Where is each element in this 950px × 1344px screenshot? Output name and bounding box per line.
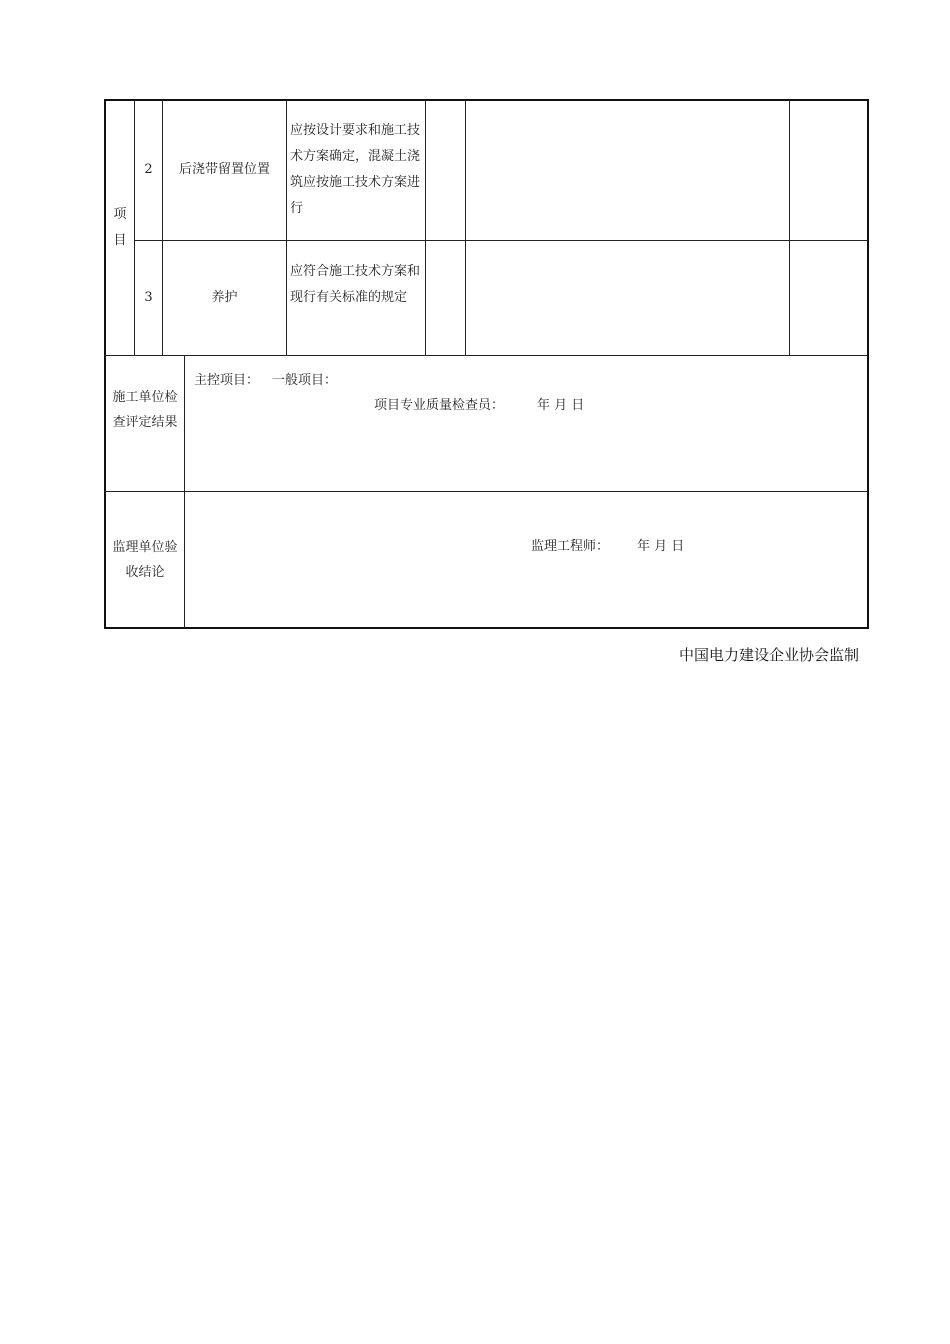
row-number: 2: [144, 162, 153, 177]
col-divider: [789, 100, 790, 356]
engineer-label: 监理工程师：: [531, 539, 610, 554]
row-number: 3: [144, 290, 153, 305]
row-divider: [104, 491, 868, 492]
col-divider: [134, 100, 135, 356]
inspection-date: 年 月 日: [537, 398, 585, 413]
construction-label: 施工单位检查评定结果: [112, 390, 178, 430]
main-items-label: 主控项目：: [194, 373, 260, 388]
inspector-label: 项目专业质量检查员：: [374, 398, 505, 413]
row-item: 养护: [211, 290, 238, 305]
supervision-label: 监理单位验收结论: [112, 540, 178, 580]
col-divider: [286, 100, 287, 356]
row-item: 后浇带留置位置: [178, 162, 270, 177]
row-divider: [104, 355, 868, 356]
col-divider: [162, 100, 163, 356]
group-label: 项 目: [113, 207, 127, 248]
acceptance-date: 年 月 日: [637, 539, 685, 554]
col-divider: [425, 100, 426, 356]
row-standard: 应按设计要求和施工技术方案确定，混凝土浇筑应按施工技术方案进行: [290, 123, 421, 216]
general-items-label: 一般项目：: [272, 373, 338, 388]
col-divider: [465, 100, 466, 356]
row-divider: [134, 240, 868, 241]
row-standard: 应符合施工技术方案和现行有关标准的规定: [290, 264, 421, 305]
col-divider: [184, 355, 185, 628]
footer-issuer: 中国电力建设企业协会监制: [678, 646, 859, 664]
